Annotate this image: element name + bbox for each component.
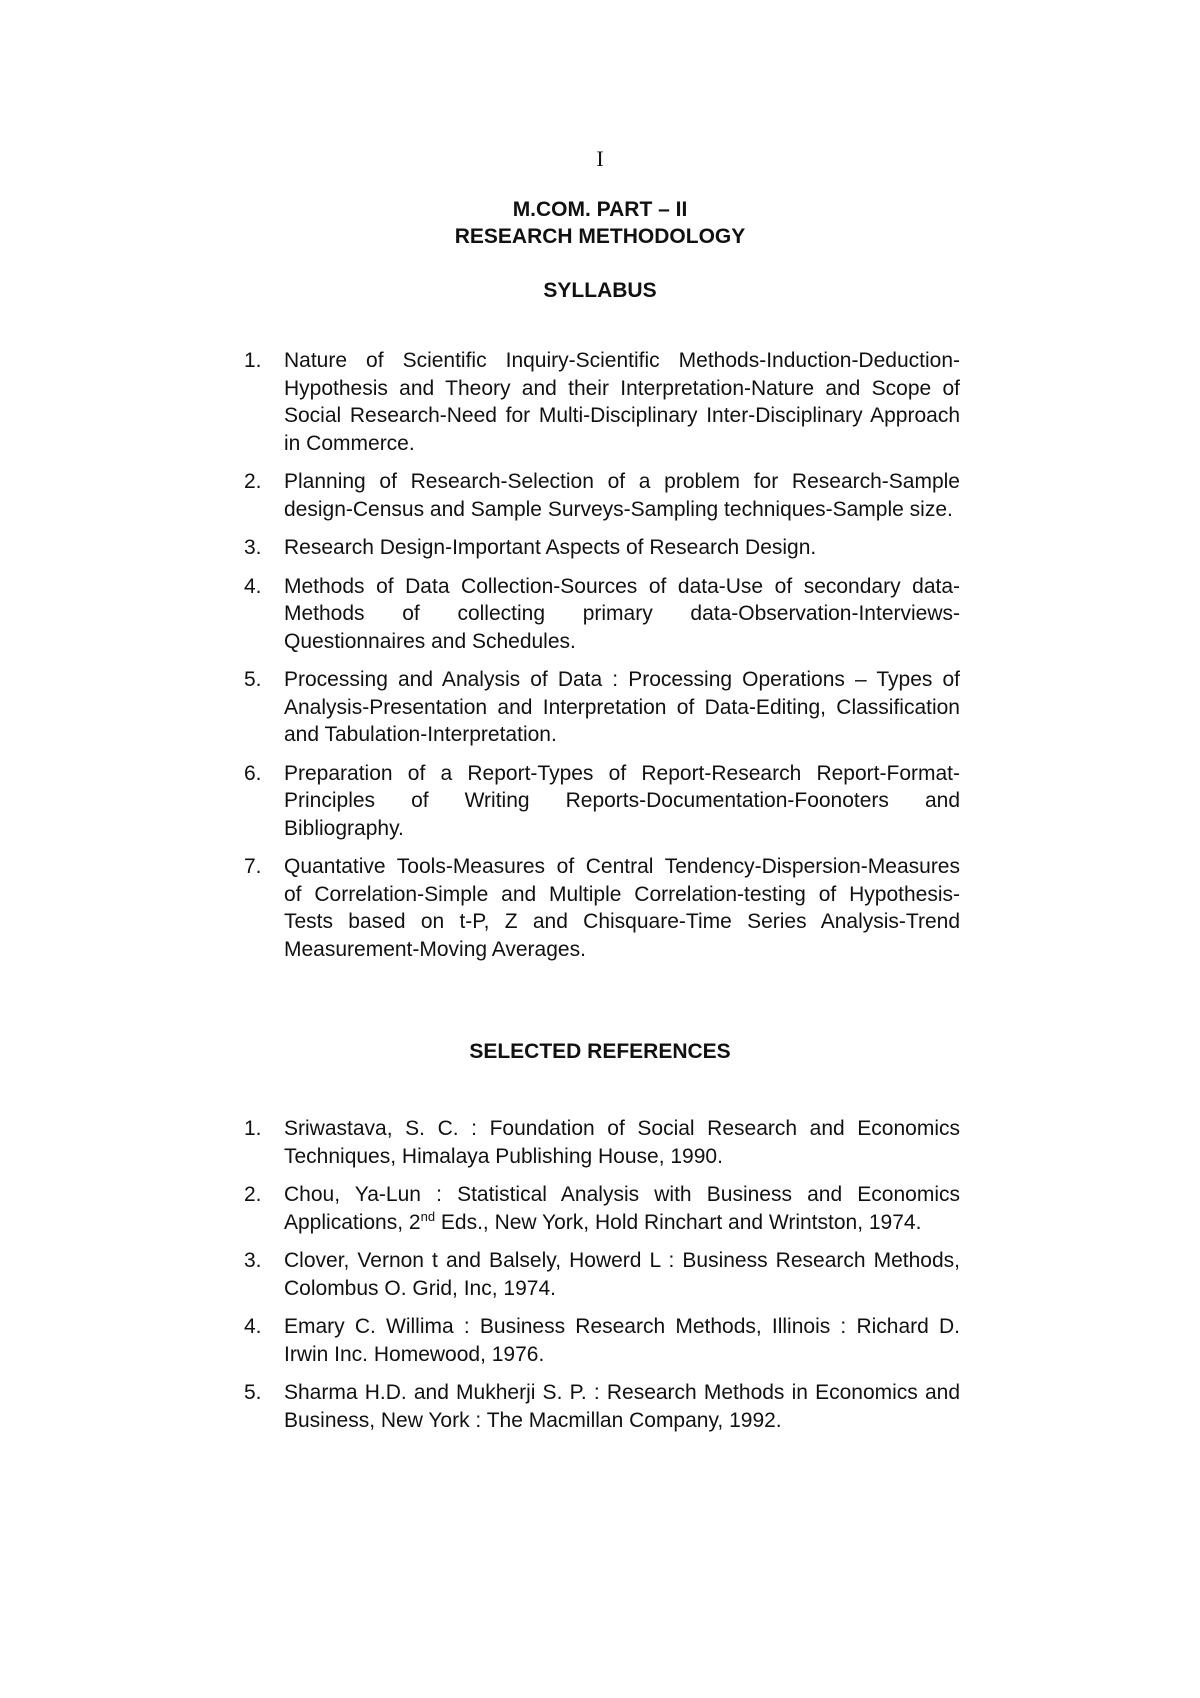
item-text: Quantative Tools-Measures of Central Tendency-Dispersion-Measures of Correlation-Simple and Multiple Correlation-testing of Hypothesis-Tests based on t-P, Z and Chisquare-Time Series Analysis-Trend Measurement-Moving Averages. — [284, 855, 960, 961]
item-text: Sharma H.D. and Mukherji S. P. : Research Methods in Economics and Business, New York : The Macmillan Company, 1992. — [284, 1381, 960, 1432]
reference-item — [244, 1247, 960, 1302]
course-name: M.COM. PART – II — [512, 198, 688, 221]
reference-item — [244, 1115, 960, 1170]
item-text: Methods of Data Collection-Sources of data-Use of secondary data-Methods of collecting primary data-Observation-Interviews-Questionnaires and Schedules. — [284, 574, 960, 653]
item-text: Planning of Research-Selection of a problem for Research-Sample design-Census and Sample Surveys-Sampling techniques-Sample size. — [284, 470, 960, 521]
item-number: 4. — [244, 574, 262, 598]
references-list — [244, 1115, 960, 1445]
syllabus-item — [244, 666, 960, 749]
item-text-part: Eds., New York, Hold Rinchart and Wrintston, 1974. — [435, 1210, 922, 1234]
item-number: 6. — [244, 761, 262, 785]
item-number: 5. — [244, 1381, 262, 1404]
item-text-part: Chou, Ya-Lun : Statistical Analysis with Business and Economics Applications, 2 — [284, 1183, 960, 1234]
page-number: I — [596, 146, 604, 171]
syllabus-heading: SYLLABUS — [543, 279, 657, 302]
item-number: 1. — [244, 1117, 262, 1140]
syllabus-list — [244, 347, 960, 974]
item-number: 7. — [244, 855, 262, 878]
item-text — [284, 1181, 960, 1236]
item-number: 2. — [244, 470, 262, 493]
course-title-block — [0, 196, 1200, 250]
item-text: Sriwastava, S. C. : Foundation of Social Research and Economics Techniques, Himalaya Publishing House, 1990. — [284, 1117, 960, 1168]
item-text: Research Design-Important Aspects of Research Design. — [284, 536, 817, 559]
item-text: Clover, Vernon t and Balsely, Howerd L : Business Research Methods, Colombus O. Grid, Inc, 1974. — [284, 1249, 960, 1300]
item-number: 4. — [244, 1315, 262, 1338]
reference-item — [244, 1181, 960, 1236]
syllabus-item — [244, 760, 960, 843]
item-text: Processing and Analysis of Data : Processing Operations – Types of Analysis-Presentation and Interpretation of Data-Editing, Classification and Tabulation-Interpretation. — [284, 668, 960, 746]
syllabus-item — [244, 347, 960, 457]
syllabus-item — [244, 534, 960, 562]
reference-item — [244, 1379, 960, 1434]
subject-name: RESEARCH METHODOLOGY — [454, 225, 746, 248]
item-text: Preparation of a Report-Types of Report-Research Report-Format-Principles of Writing Reports-Documentation-Foonoters and Bibliography. — [284, 761, 960, 840]
superscript: nd — [420, 1208, 436, 1224]
item-text: Nature of Scientific Inquiry-Scientific Methods-Induction-Deduction-Hypothesis and Theory and their Interpretation-Nature and Scope of Social Research-Need for Multi-Disciplinary Inter-Disciplinary Approach in Commerce. — [284, 349, 960, 455]
item-number: 2. — [244, 1183, 262, 1206]
item-text: Emary C. Willima : Business Research Methods, Illinois : Richard D. Irwin Inc. Homewood, 1976. — [284, 1315, 960, 1366]
item-number: 1. — [244, 349, 262, 372]
item-number: 5. — [244, 668, 262, 691]
item-number: 3. — [244, 1249, 262, 1272]
references-heading: SELECTED REFERENCES — [469, 1040, 731, 1063]
syllabus-item — [244, 573, 960, 656]
reference-item — [244, 1313, 960, 1368]
syllabus-item — [244, 468, 960, 523]
item-number: 3. — [244, 536, 262, 559]
syllabus-item — [244, 853, 960, 963]
